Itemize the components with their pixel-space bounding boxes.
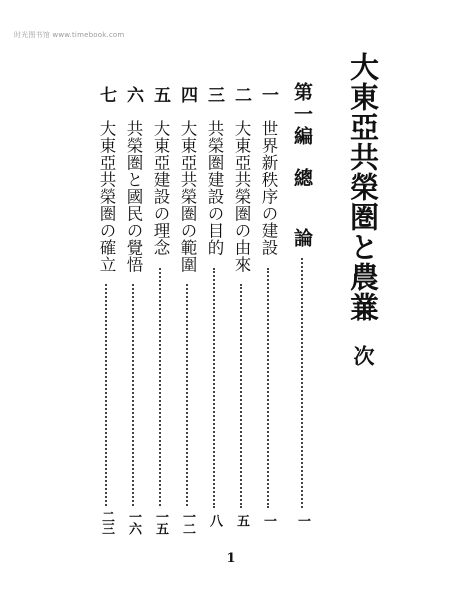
- chapter-number: 一: [258, 86, 278, 103]
- chapter-number: 四: [177, 86, 197, 103]
- leader-dots: [301, 258, 303, 508]
- chapter-page: 八: [207, 514, 222, 526]
- toc-chapter-row: [255, 0, 281, 600]
- leader-dots: [213, 268, 215, 508]
- chapter-title: 世界新秩序の建設: [259, 120, 278, 256]
- chapter-page: 一二: [180, 510, 195, 534]
- chapter-number: 六: [123, 86, 143, 103]
- leader-dots: [159, 268, 161, 506]
- watermark: 时光图书馆 www.timebook.com: [14, 31, 125, 39]
- leader-dots: [186, 284, 188, 506]
- chapter-page: 一六: [126, 510, 141, 534]
- chapter-title: 共榮圏と國民の覺悟: [124, 120, 143, 273]
- chapter-title: 共榮圏建設の目的: [205, 120, 224, 256]
- part-title-second: 論: [291, 228, 313, 250]
- toc-heading: 目次: [351, 300, 376, 390]
- part-title-first: 總: [291, 168, 313, 190]
- toc-part-row: [289, 0, 315, 600]
- book-title: 大東亞共榮圏と農業: [346, 52, 380, 322]
- chapter-title: 大東亞共榮圏の由來: [232, 120, 251, 273]
- toc-chapter-row: [120, 0, 146, 600]
- part-label: 第一編: [291, 82, 313, 148]
- toc-chapter-row: [147, 0, 173, 600]
- leader-dots: [132, 284, 134, 506]
- book-title-column: [346, 0, 380, 600]
- chapter-page: 二三: [99, 510, 114, 534]
- chapter-title: 大東亞建設の理念: [151, 120, 170, 256]
- chapter-title: 大東亞共榮圏の確立: [97, 120, 116, 273]
- toc-chapter-row: [93, 0, 119, 600]
- chapter-title: 大東亞共榮圏の範圍: [178, 120, 197, 273]
- chapter-number: 五: [150, 86, 170, 103]
- leader-dots: [105, 284, 107, 506]
- chapter-number: 三: [204, 86, 224, 103]
- chapter-number: 七: [96, 86, 116, 103]
- chapter-page: 五: [234, 514, 249, 526]
- chapter-page: 一五: [153, 510, 168, 534]
- chapter-page: 一: [261, 514, 276, 526]
- chapter-number: 二: [231, 86, 251, 103]
- page-number: 1: [226, 551, 236, 566]
- toc-chapter-row: [201, 0, 227, 600]
- toc-chapter-row: [228, 0, 254, 600]
- toc-chapter-row: [174, 0, 200, 600]
- part-page: 一: [295, 514, 310, 526]
- leader-dots: [267, 268, 269, 508]
- leader-dots: [240, 284, 242, 508]
